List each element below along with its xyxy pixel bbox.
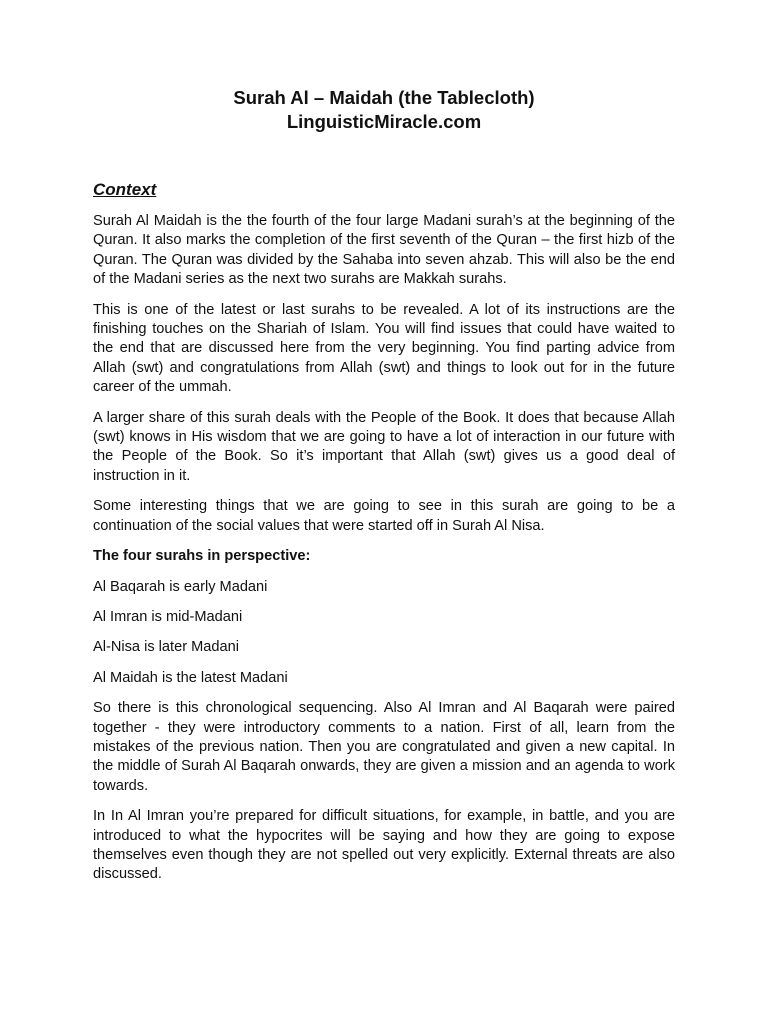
document-page	[93, 86, 675, 896]
paragraph: So there is this chronological sequencing. Also Al Imran and Al Baqarah were paired together - they were introductory comments to a nation. First of all, learn from the mistakes of the previous nation. Then you are congratulated and given a new capital. In the middle of Surah Al Baqarah onwards, they are given a mission and an agenda to work towards.	[93, 700, 675, 794]
paragraph: This is one of the latest or last surahs to be revealed. A lot of its instructions are the finishing touches on the Shariah of Islam. You will find issues that could have waited to the end that are discussed here from the very beginning. You find parting advice from Allah (swt) and congratulations from Allah (swt) and things to look out for in the future career of the ummah.	[93, 301, 675, 396]
paragraph: A larger share of this surah deals with the People of the Book. It does that because Allah (swt) knows in His wisdom that we are going to have a lot of interaction in our future with the People of the Book. So it’s important that Allah (swt) gives us a good deal of instruction in it.	[93, 409, 675, 484]
list-item: Al Maidah is the latest Madani	[93, 669, 288, 686]
document-title: Surah Al – Maidah (the Tablecloth)	[233, 87, 535, 108]
paragraph: Some interesting things that we are going to see in this surah are going to be a continuation of the social values that were started off in Surah Al Nisa.	[93, 498, 675, 534]
paragraph: In In Al Imran you’re prepared for difficult situations, for example, in battle, and you are introduced to what the hypocrites will be saying and how they are going to expose themselves even though they are not spelled out very explicitly. External threats are also discussed.	[93, 808, 675, 883]
section-heading-context: Context	[93, 180, 157, 199]
list-item: Al Baqarah is early Madani	[93, 578, 268, 595]
list-item: Al-Nisa is later Madani	[93, 639, 239, 656]
document-site-name: LinguisticMiracle.com	[286, 111, 482, 132]
list-item: Al Imran is mid-Madani	[93, 608, 243, 625]
perspective-heading: The four surahs in perspective:	[93, 548, 311, 565]
paragraph: Surah Al Maidah is the the fourth of the four large Madani surah’s at the beginning of the Quran. It also marks the completion of the first seventh of the Quran – the first hizb of the Quran. The Quran was divided by the Sahaba into seven ahzab. This will also be the end of the Madani series as the next two surahs are Makkah surahs.	[93, 213, 675, 288]
